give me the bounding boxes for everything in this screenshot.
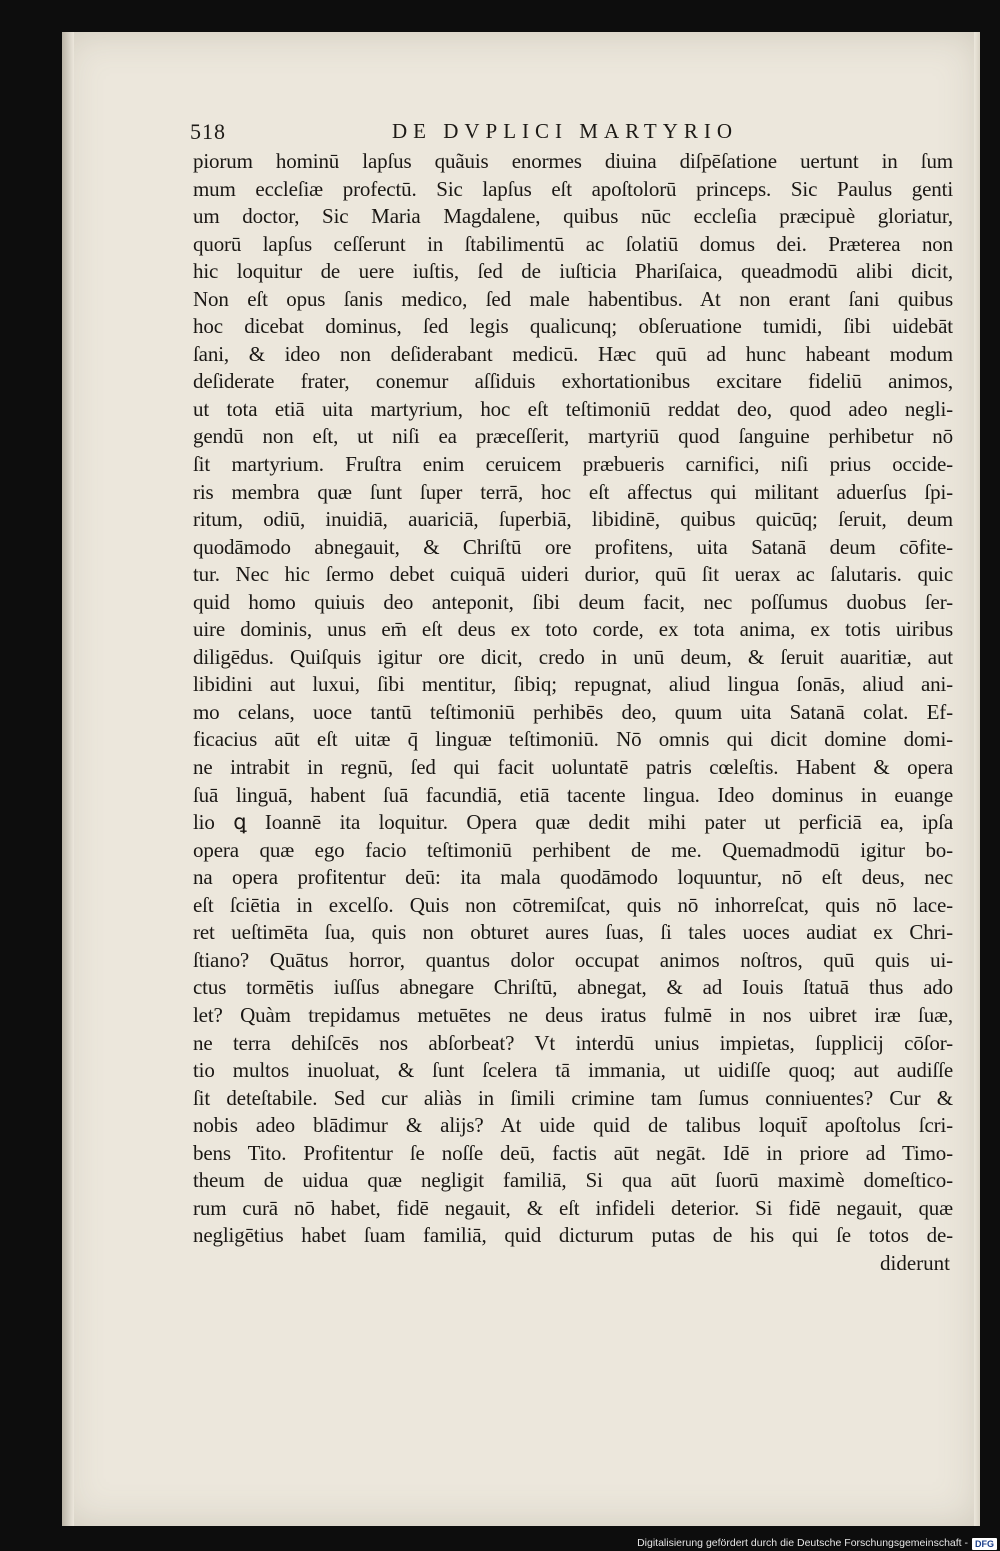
text-line: nobis adeo blādimur & alijs? At uide quid de talibus loquit̄ apoſtolus ſcri- <box>193 1113 953 1138</box>
body-text <box>193 148 953 1277</box>
book-page <box>62 32 980 1526</box>
text-line: ne terra dehiſcēs nos abſorbeat? Vt interdū unius impietas, ſupplicij cōſor- <box>193 1030 953 1055</box>
page-edge <box>974 32 980 1526</box>
text-line: quorū lapſus ceſſerunt in ſtabilimentū ac ſolatiū domus dei. Præterea non <box>193 231 953 256</box>
text-line: uire dominis, unus em̄ eſt deus ex toto corde, ex tota anima, ex totis uiribus <box>193 617 953 642</box>
text-line: tio multos inuoluat, & ſunt ſcelera tā immania, ut uidiſſe quoq; aut audiſſe <box>193 1058 953 1083</box>
folio-number: 518 <box>190 119 226 144</box>
dfg-logo: DFG <box>972 1538 997 1550</box>
text-line: piorum hominū lapſus quãuis enormes diuina diſpēſatione uertunt in ſum <box>193 149 953 173</box>
text-line: ne intrabit in regnū, ſed qui facit uoluntatē patris cœleſtis. Habent & opera <box>193 755 953 780</box>
text-line: Non eſt opus ſanis medico, ſed male habentibus. At non erant ſani quibus <box>193 286 953 311</box>
text-line: ſit deteſtabile. Sed cur aliàs in ſimili crimine tam ſumus conniuentes? Cur & <box>193 1085 953 1110</box>
catchword: diderunt <box>880 1250 950 1275</box>
text-line: hic loquitur de uere iuſtis, ſed de iuſticia Phariſaica, queadmodū alibi dicit, <box>193 259 953 284</box>
text-line: hoc dicebat dominus, ſed legis qualicunq; obſeruatione tumidi, ſibi uidebāt <box>193 314 953 339</box>
text-line: opera quæ ego facio teſtimoniū perhibent de me. Quemadmodū igitur bo- <box>193 837 953 862</box>
text-line: ritum, odiū, inuidiā, auariciā, ſuperbiā, libidinē, quibus quicūq; ſeruit, deum <box>193 507 953 532</box>
text-line: mum eccleſiæ profectū. Sic lapſus eſt apoſtolorū princeps. Sic Paulus genti <box>193 176 953 201</box>
page-header <box>190 119 880 149</box>
text-line: ſit martyrium. Fruſtra enim ceruicem præbueris carnifici, niſi prius occide- <box>193 452 953 477</box>
text-line: bens Tito. Profitentur ſe noſſe deū, factis aūt negāt. Idē in priore ad Timo- <box>193 1140 953 1165</box>
footer-bar <box>588 1536 1000 1551</box>
text-line: na opera profitentur deū: ita mala quodāmodo loquuntur, nō eſt deus, nec <box>193 865 953 890</box>
text-line: ſtiano? Quātus horror, quantus dolor occupat animos noſtros, quū quis ui- <box>193 947 953 972</box>
text-line: um doctor, Sic Maria Magdalene, quibus nūc eccleſia præcipuè gloriatur, <box>193 204 953 229</box>
text-line: gendū non eſt, ut niſi ea præceſſerit, martyriū quod ſanguine perhibetur nō <box>193 424 953 449</box>
text-line: ret ueſtimēta ſua, quis non obturet aures ſuas, ſi tales uoces audiat ex Chri- <box>193 920 953 945</box>
page-gutter-shadow <box>62 32 74 1526</box>
text-line: negligētius habet ſuam familiā, quid dicturum putas de his qui ſe totos de- <box>193 1223 953 1248</box>
text-line: ctus tormētis iuſſus abnegare Chriſtū, abnegat, & ad Iouis ſtatuā thus ado <box>193 975 953 1000</box>
text-line: tur. Nec hic ſermo debet cuiquā uideri durior, quū ſit uerax ac ſalutaris. quic <box>193 562 953 587</box>
text-line: ficacius aūt eſt uitæ q̄ linguæ teſtimoniū. Nō omnis qui dicit domine domi- <box>193 727 953 752</box>
text-line: quid homo quiuis deo anteponit, ſibi deum facit, nec poſſumus duobus ſer- <box>193 589 953 614</box>
running-head: DE DVPLICI MARTYRIO <box>391 119 739 143</box>
text-line: diligēdus. Quiſquis igitur ore dicit, credo in unū deum, & ſeruit auaritiæ, aut <box>193 644 953 669</box>
text-line: libidini aut luxui, ſibi mentitur, ſibiq; repugnat, aliud lingua ſonās, aliud ani- <box>193 672 953 697</box>
text-line: ris membra quæ ſunt ſuper terrā, hoc eſt affectus qui militant aduerſus ſpi- <box>193 479 953 504</box>
text-line: ut tota etiā uita martyrium, hoc eſt teſtimoniū reddat deo, quod adeo negli- <box>193 396 953 421</box>
text-line: mo celans, uoce tantū teſtimoniū perhibēs deo, quum uita Satanā colat. Ef- <box>193 699 953 724</box>
text-line: quodāmodo abnegauit, & Chriſtū ore profitens, uita Satanā deum cōfite- <box>193 534 953 559</box>
funding-credit: Digitalisierung gefördert durch die Deutsche Forschungsgemeinschaft - <box>637 1537 968 1549</box>
text-line: theum de uidua quæ negligit familiā, Si qua aūt ſuorū maximè domeſtico- <box>193 1168 953 1193</box>
text-line: deſiderate frater, conemur aſſiduis exhortationibus excitare fideliū animos, <box>193 369 953 394</box>
text-line: rum curā nō habet, fidē negauit, & eſt infideli deterior. Si fidē negauit, quæ <box>193 1195 953 1220</box>
text-line: lio ꝗ Ioannē ita loquitur. Opera quæ dedit mihi pater ut perficiā ea, ipſa <box>193 810 953 835</box>
text-line: let? Quàm trepidamus metuētes ne deus iratus fulmē in nos uibret iræ ſuæ, <box>193 1002 953 1027</box>
text-line: ſuā linguā, habent ſuā facundiā, etiā tacente lingua. Ideo dominus in euange <box>193 782 953 807</box>
text-line: eſt ſciētia in excelſo. Quis non cōtremiſcat, quis nō inhorreſcat, quis nō lace- <box>193 892 953 917</box>
text-line: ſani, & ideo non deſiderabant medicū. Hæc quū ad hunc habeant modum <box>193 341 953 366</box>
